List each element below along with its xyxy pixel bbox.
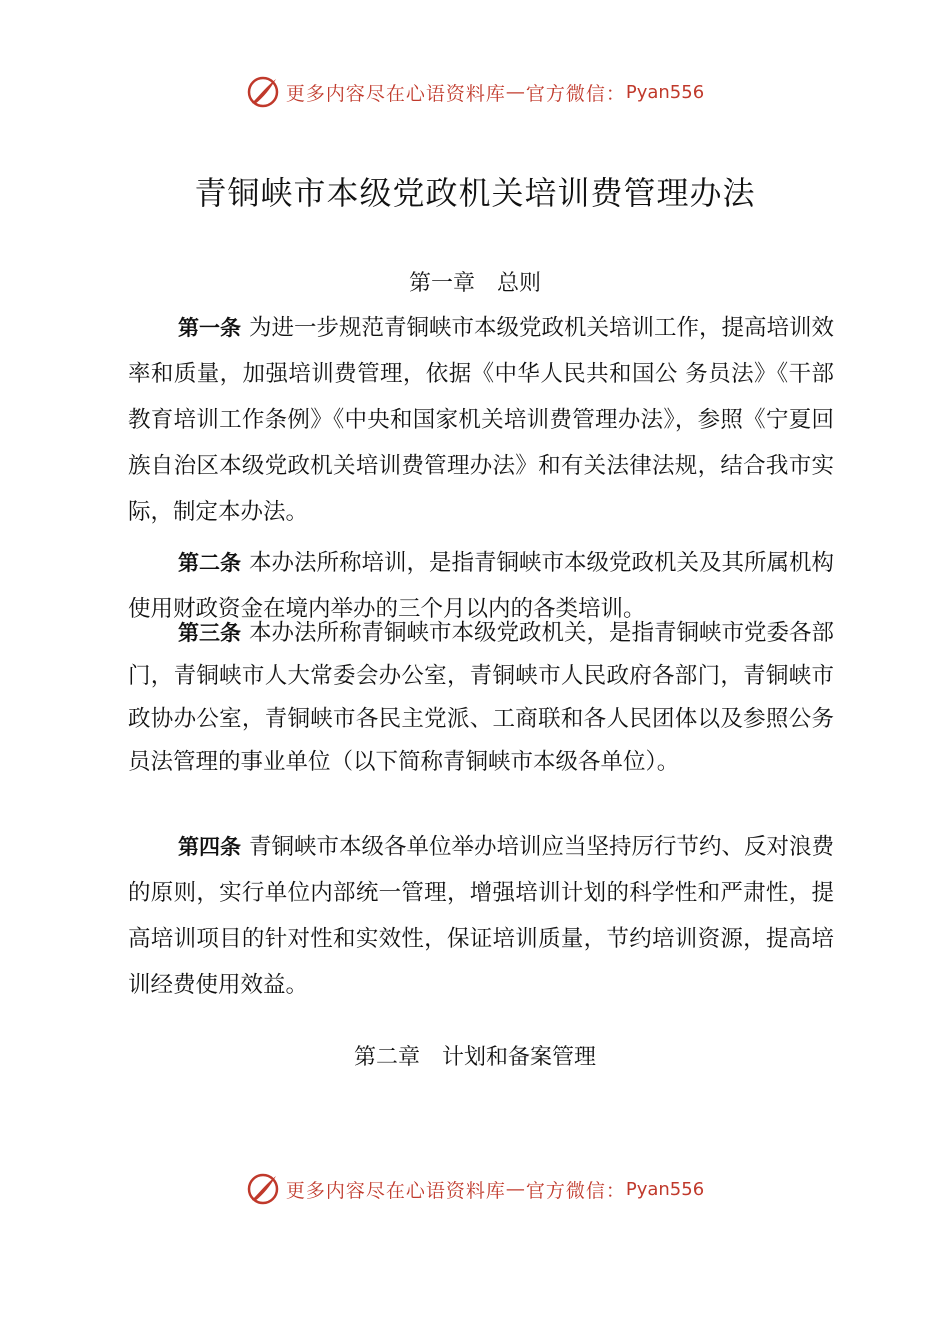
watermark-wechat-label: 官方微信： — [525, 1179, 626, 1202]
watermark-wechat-id: Pyan556 — [625, 81, 705, 103]
quill-logo-icon — [246, 75, 280, 109]
document-title: 青铜峡市本级党政机关培训费管理办法 — [194, 174, 756, 212]
watermark-banner-bottom — [0, 1169, 950, 1209]
article-4 — [128, 824, 834, 1008]
article-text: 本办法所称培训，是指青铜峡市本级党政机关及其所属机构使用财政资金在境内举办的三个月以内的各类培训。 — [128, 550, 835, 622]
article-1 — [128, 305, 834, 535]
article-label: 第三条 — [178, 621, 241, 645]
article-label: 第一条 — [178, 316, 241, 340]
watermark-separator: — — [505, 81, 526, 103]
watermark-wechat-id: Pyan556 — [625, 1178, 705, 1200]
chapter-heading-2 — [0, 1040, 950, 1071]
article-3 — [128, 612, 834, 784]
article-text: 本办法所称青铜峡市本级党政机关，是指青铜峡市党委各部门，青铜峡市人大常委会办公室，青铜峡市人民政府各部门，青铜峡市政协办公室，青铜峡市各民主党派、工商联和各人民团体以及参照公务员法管理的事业单位（以下简称青铜峡市本级各单位）。 — [128, 620, 835, 775]
article-text: 青铜峡市本级各单位举办培训应当坚持厉行节约、反对浪费的原则，实行单位内部统一管理，增强培训计划的科学性和严肃性，提高培训项目的针对性和实效性，保证培训质量，节约培训资源，提高培训经费使用效益。 — [128, 834, 835, 998]
watermark-main-text: 更多内容尽在心语资料库 — [285, 82, 506, 105]
article-label: 第二条 — [178, 551, 241, 575]
quill-logo-icon — [246, 1172, 280, 1206]
article-label: 第四条 — [178, 835, 241, 859]
chapter-heading-1 — [0, 266, 950, 297]
article-text: 为进一步规范青铜峡市本级党政机关培训工作，提高培训效率和质量，加强培训费管理，依据《中华人民共和国公 务员法》《干部教育培训工作条例》《中央和国家机关培训费管理办法》，参照《宁夏回族自治区本级党政机关培训费管理办法》和有关法律法规，结合我市实际，制定本办法。 — [128, 315, 835, 525]
chapter-number: 第二章 — [353, 1045, 420, 1070]
watermark-banner-top — [0, 72, 950, 112]
chapter-name: 计划和备案管理 — [442, 1045, 597, 1070]
watermark-wechat-label: 官方微信： — [525, 82, 626, 105]
watermark-separator: — — [505, 1178, 526, 1200]
watermark-main-text: 更多内容尽在心语资料库 — [285, 1179, 506, 1202]
chapter-number: 第一章 — [408, 271, 475, 296]
chapter-name: 总则 — [497, 271, 542, 296]
